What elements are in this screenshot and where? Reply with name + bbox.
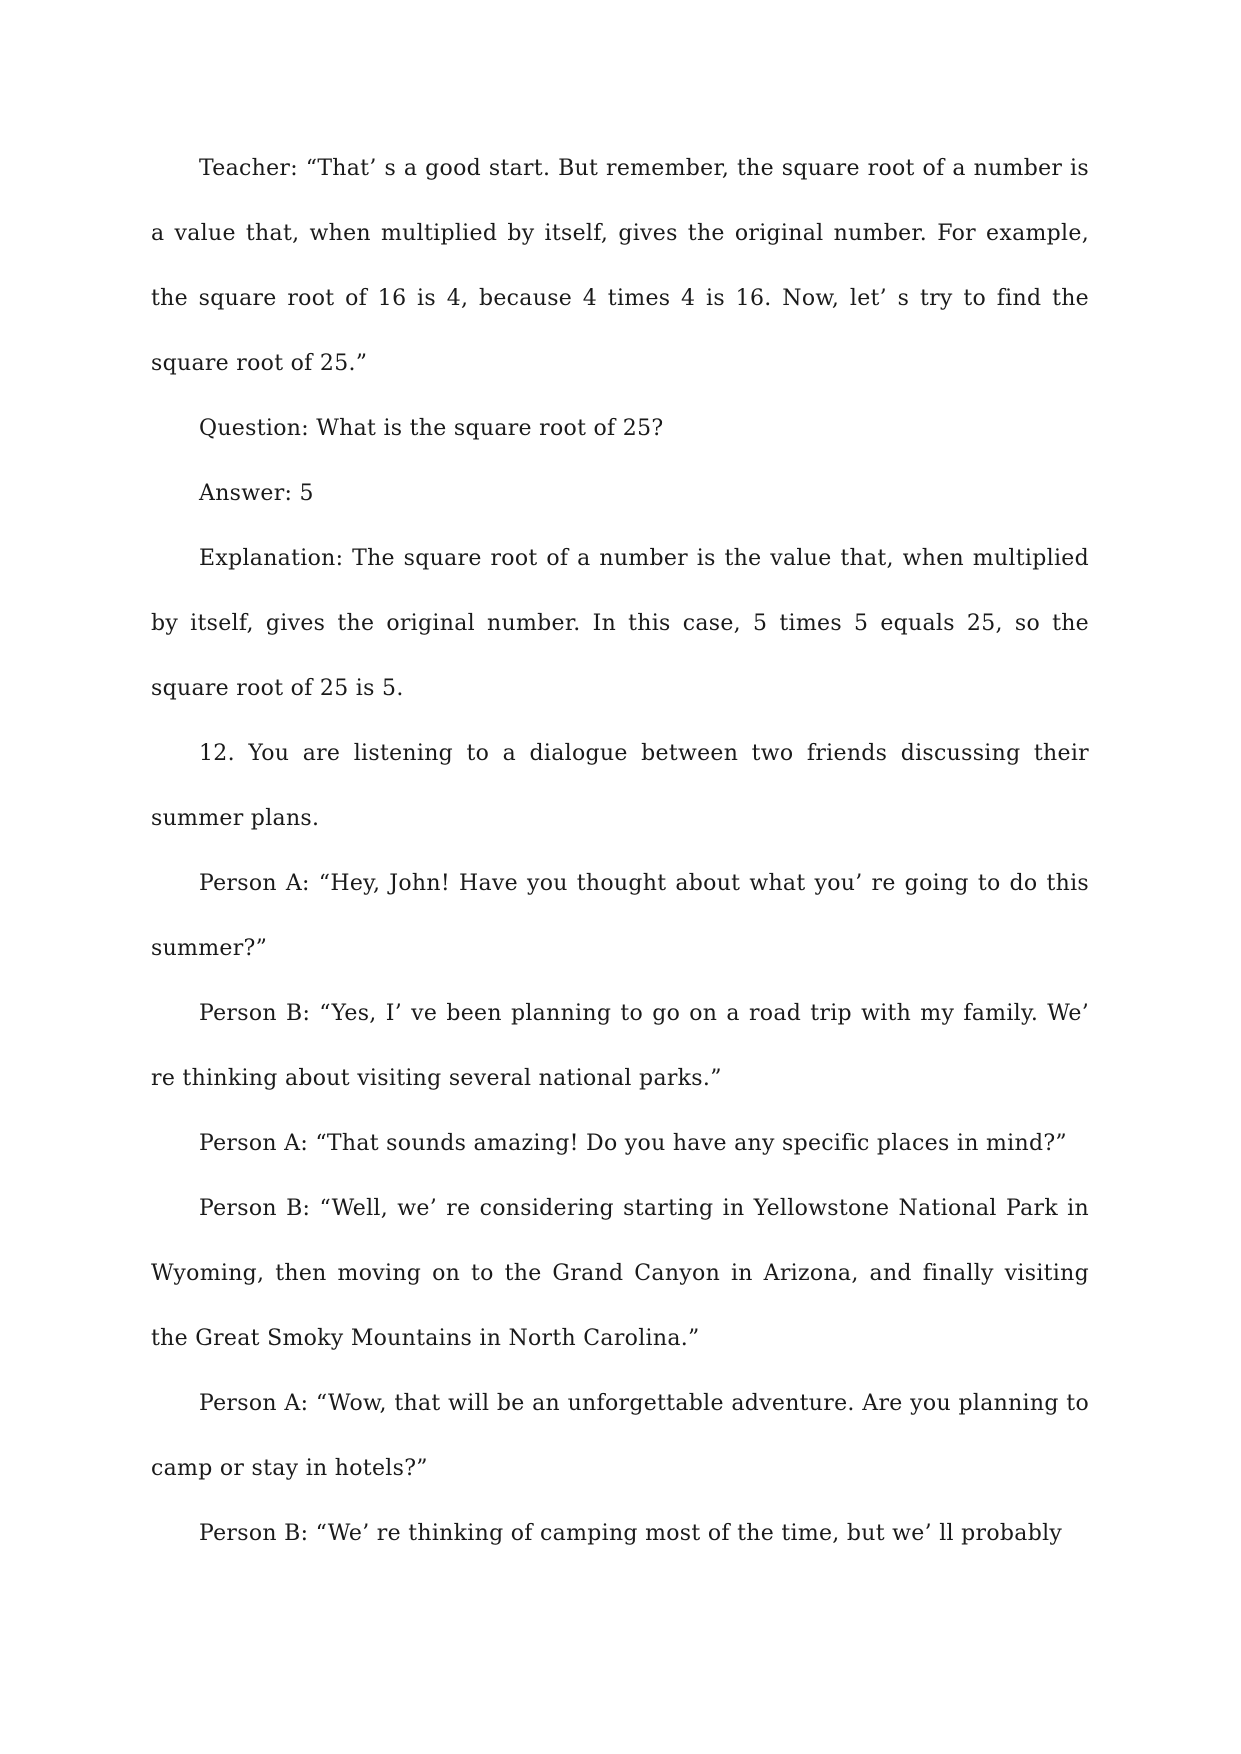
paragraph-answer: Answer: 5 — [199, 481, 314, 506]
paragraph-question: Question: What is the square root of 25? — [199, 416, 664, 441]
document-page — [151, 136, 1089, 1566]
paragraph-person-b-3: Person B: “We’ re thinking of camping most of the time, but we’ ll probably — [199, 1521, 1063, 1546]
paragraph-person-a-1: Person A: “Hey, John! Have you thought about what you’ re going to do this summer?” — [151, 871, 1089, 961]
paragraph-teacher: Teacher: “That’ s a good start. But remember, the square root of a number is a value that, when multiplied by itself, gives the original number. For example, the square root of 16 is 4, because 4 times 4 is 16. Now, let’ s try to find the square root of 25.” — [151, 156, 1089, 376]
paragraph-person-b-2: Person B: “Well, we’ re considering starting in Yellowstone National Park in Wyoming, then moving on to the Grand Canyon in Arizona, and finally visiting the Great Smoky Mountains in North Carolina.” — [151, 1196, 1089, 1351]
paragraph-explanation: Explanation: The square root of a number is the value that, when multiplied by itself, gives the original number. In this case, 5 times 5 equals 25, so the square root of 25 is 5. — [151, 546, 1089, 701]
paragraph-person-a-2: Person A: “That sounds amazing! Do you have any specific places in mind?” — [199, 1131, 1067, 1156]
paragraph-person-a-3: Person A: “Wow, that will be an unforgettable adventure. Are you planning to camp or stay in hotels?” — [151, 1391, 1089, 1481]
paragraph-question-12: 12. You are listening to a dialogue between two friends discussing their summer plans. — [151, 741, 1089, 831]
paragraph-person-b-1: Person B: “Yes, I’ ve been planning to go on a road trip with my family. We’ re thinking about visiting several national parks.” — [151, 1001, 1089, 1091]
